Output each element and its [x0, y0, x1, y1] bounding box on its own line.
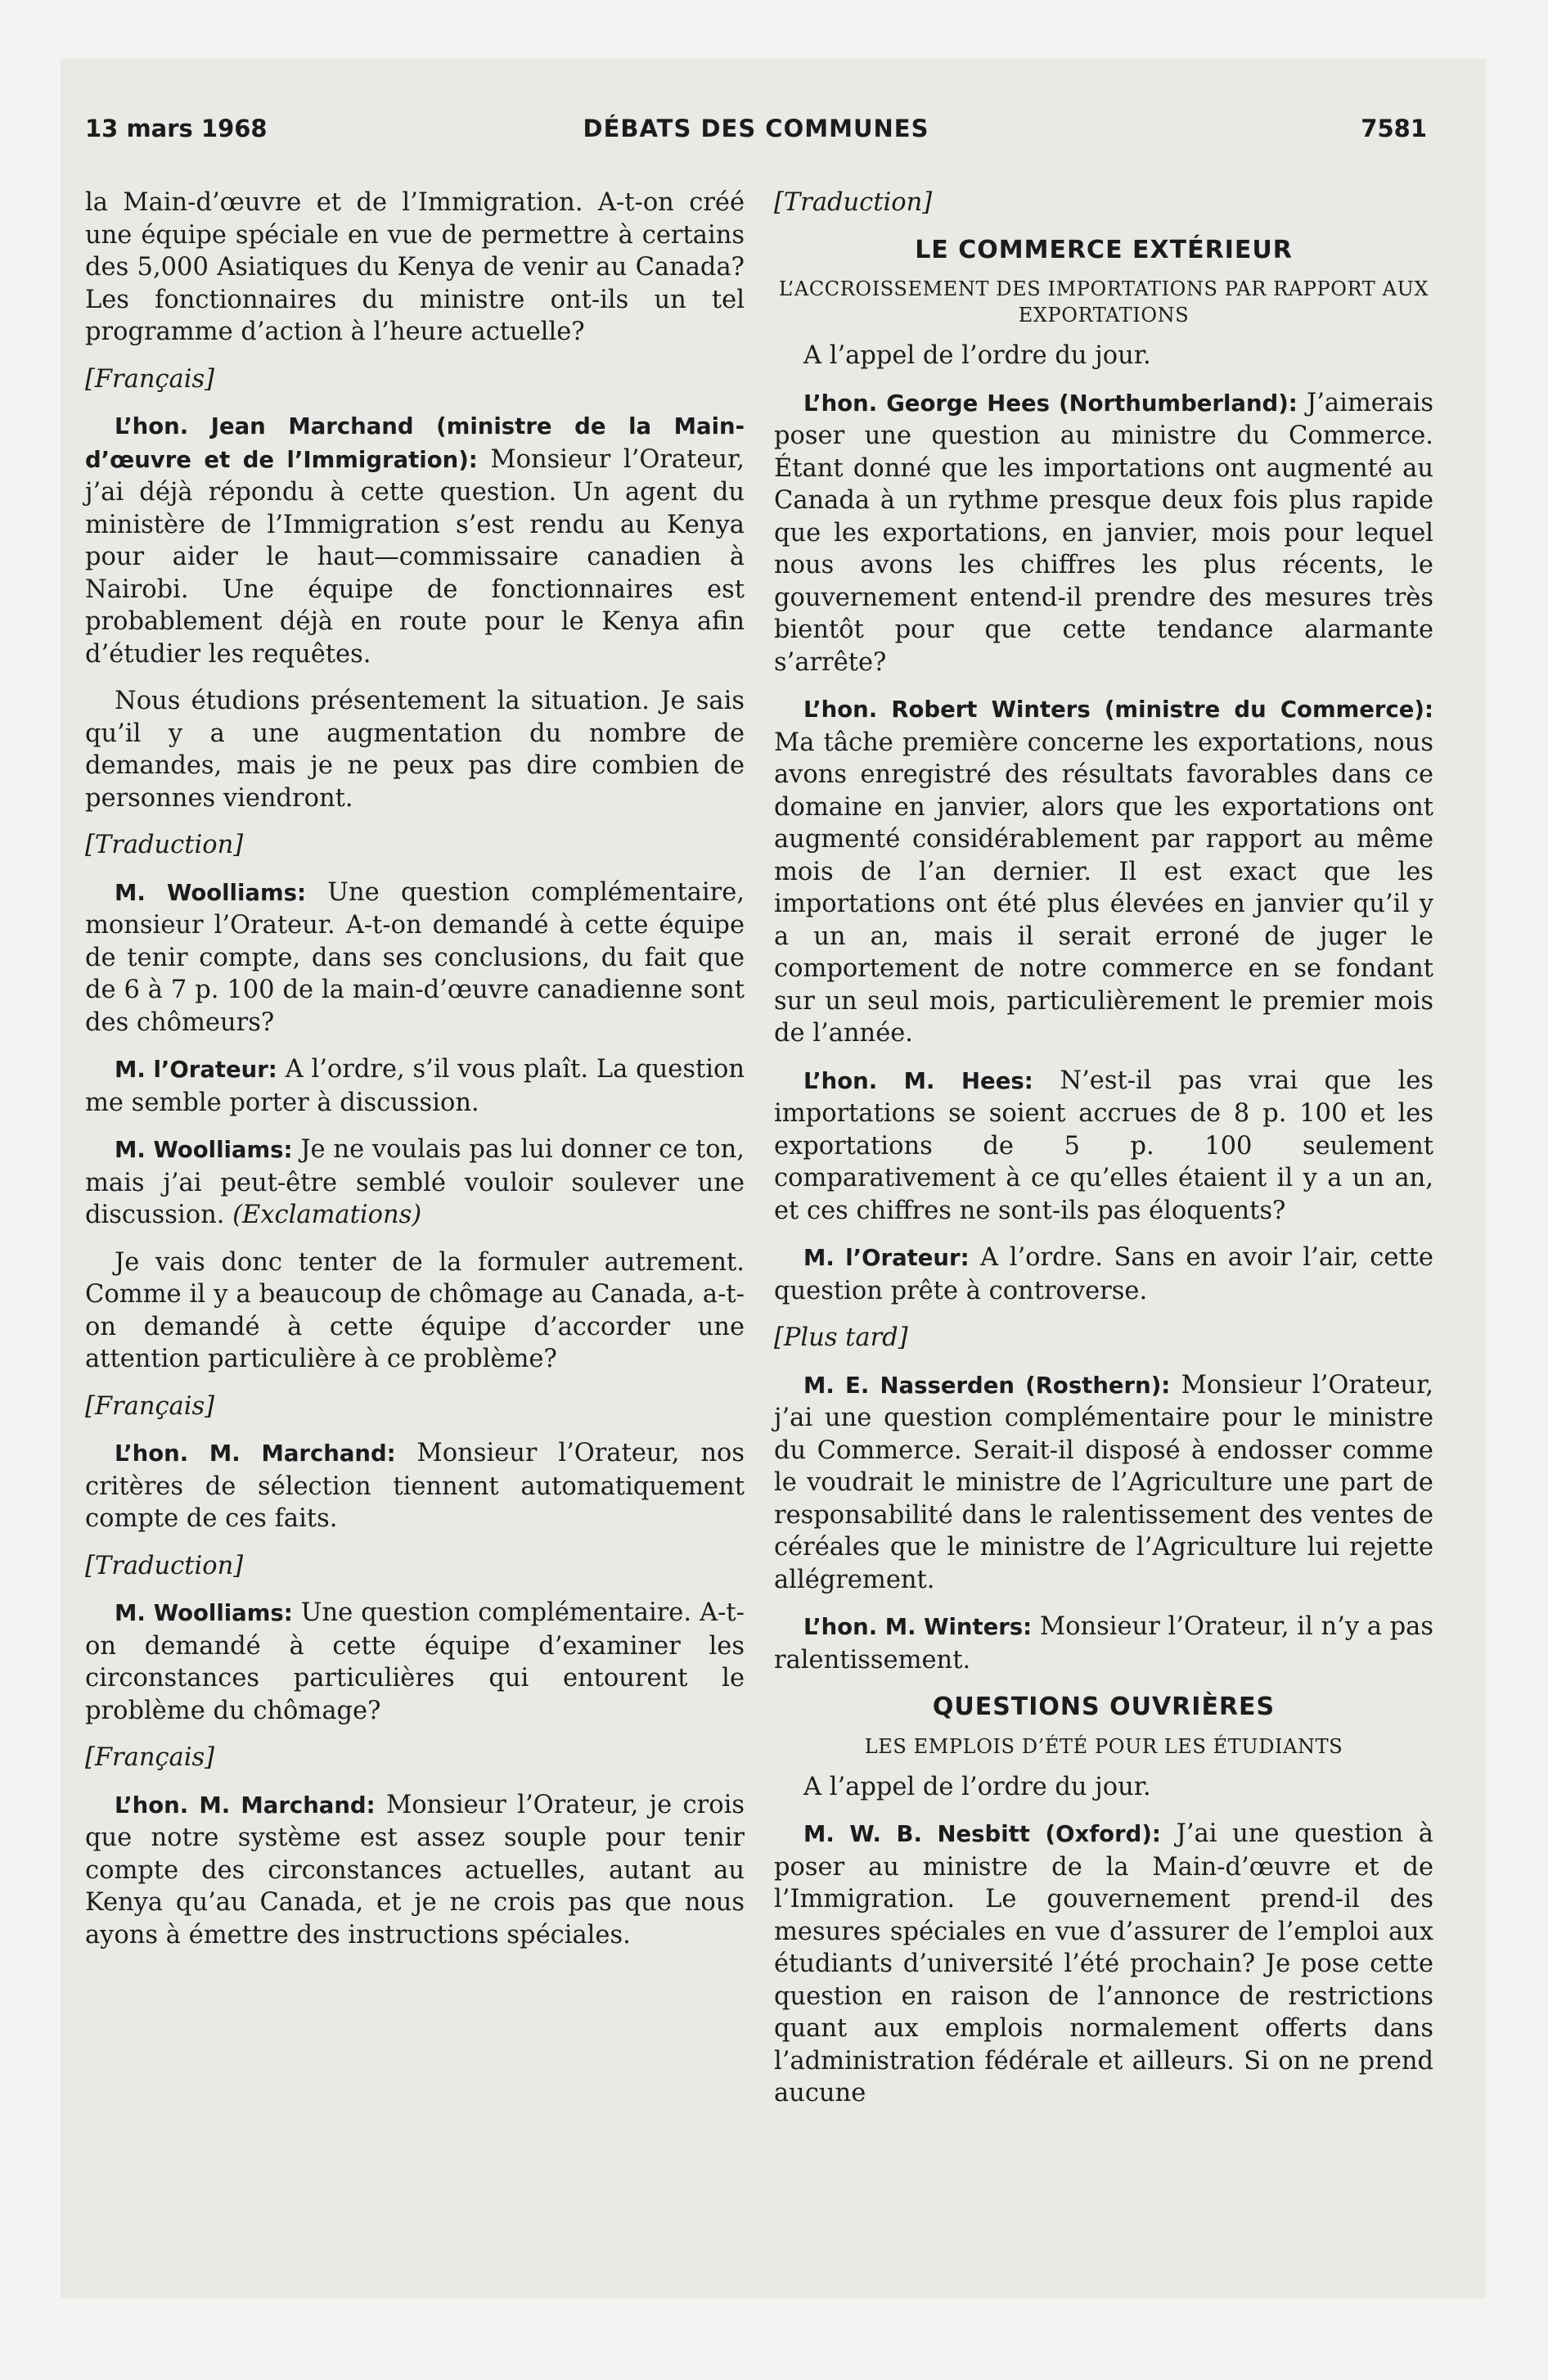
speaker-name: M. Woolliams:: [115, 1137, 293, 1163]
section-heading: LE COMMERCE EXTÉRIEUR: [915, 235, 1293, 264]
right-column: [774, 187, 1433, 2125]
paragraph: [774, 693, 1433, 1050]
paragraph: [774, 1611, 1433, 1676]
paragraph: [85, 1597, 745, 1727]
paragraph: [85, 1134, 745, 1232]
speaker-name: L’hon. M. Marchand:: [115, 1792, 376, 1819]
paragraph: [85, 1789, 745, 1952]
language-tag: [Français]: [85, 1391, 215, 1421]
section-subheading: LES EMPLOIS D’ÉTÉ POUR LES ÉTUDIANTS: [864, 1734, 1343, 1758]
header-title: DÉBATS DES COMMUNES: [583, 115, 929, 142]
speech-text: Une question complémentaire, monsieur l’Orateur. A-t-on demandé à cette équipe de tenir compte, dans ses conclusions, du fait que de 6 à 7 p. 100 de la main-d’œuvre canadienne sont des chômeurs?: [85, 877, 745, 1037]
speaker-name: L’hon. M. Marchand:: [115, 1440, 396, 1467]
speaker-name: L’hon. Robert Winters (ministre du Commerce):: [803, 696, 1433, 723]
language-tag: [Traduction]: [85, 831, 244, 859]
paragraph: la Main-d’œuvre et de l’Immigration. A-t-on créé une équipe spéciale en vue de permettre à certains des 5,000 Asiatiques du Kenya de venir au Canada? Les fonctionnaires du ministre ont-ils un tel programme d’action à l’heure actuelle?: [85, 188, 745, 346]
paragraph: [85, 1437, 745, 1535]
language-tag: [Traduction]: [85, 1551, 244, 1580]
speech-text: Ma tâche première concerne les exportations, nous avons enregistré des résultats favorables dans ce domaine en janvier, alors que les exportations ont augmenté considérablement par rapport au même mois de l’an dernier. Il est exact que les importations ont été plus élevées en janvier qu’il y a un an, mais il serait erroné de juger le comportement de notre commerce en se fondant sur un seul mois, particulièrement le premier mois de l’année.: [774, 728, 1433, 1048]
speaker-name: L’hon. George Hees (Northumberland):: [803, 390, 1298, 417]
speech-text: A l’ordre. Sans en avoir l’air, cette question prête à controverse.: [774, 1243, 1433, 1305]
paragraph: [85, 410, 745, 670]
speech-text: Monsieur l’Orateur, j’ai une question complémentaire pour le ministre du Commerce. Serait-il disposé à endosser comme le voudrait le ministre de l’Agriculture une part de responsabilité dans le ralentissement des ventes de céréales que le ministre de l’Agriculture lui rejette allégrement.: [774, 1370, 1433, 1594]
section-heading: QUESTIONS OUVRIÈRES: [932, 1693, 1276, 1721]
language-tag: [Traduction]: [774, 188, 933, 217]
page-header: [85, 115, 1427, 156]
paragraph: [85, 877, 745, 1039]
speech-text: Je ne voulais pas lui donner ce ton, mais j’ai peut-être semblé vouloir soulever une discussion.: [85, 1135, 745, 1229]
speech-text: Monsieur l’Orateur, il n’y a pas ralentissement.: [774, 1612, 1433, 1675]
speaker-name: L’hon. M. Hees:: [803, 1067, 1033, 1094]
speech-text: Monsieur l’Orateur, nos critères de sélection tiennent automatiquement compte de ces faits.: [85, 1439, 745, 1533]
paragraph: [85, 1053, 745, 1119]
exclamations-note: (Exclamations): [232, 1201, 422, 1229]
speaker-name: L’hon. M. Winters:: [803, 1614, 1033, 1640]
paragraph: [774, 1242, 1433, 1307]
speech-text: Une question complémentaire. A-t-on demandé à cette équipe d’examiner les circonstances particulières qui entourent le problème du chômage?: [85, 1598, 745, 1725]
speech-text: J’aimerais poser une question au ministre du Commerce. Étant donné que les importations ont augmenté au Canada à un rythme presque deux fois plus rapide que les exportations, en janvier, mois pour lequel nous avons les chiffres les plus récents, le gouvernement entend-il prendre des mesures très bientôt pour que cette tendance alarmante s’arrête?: [774, 388, 1433, 677]
speech-text: N’est-il pas vrai que les importations se soient accrues de 8 p. 100 et les exportations de 5 p. 100 seulement comparativement à ce qu’elles étaient il y a un an, et ces chiffres ne sont-ils pas éloquents?: [774, 1066, 1433, 1225]
left-column: [85, 187, 745, 1966]
language-tag: [Français]: [85, 364, 215, 394]
speaker-name: M. Woolliams:: [115, 1600, 293, 1626]
paragraph: Nous étudions présentement la situation. Je sais qu’il y a une augmentation du nombre de demandes, mais je ne peux pas dire combien de personnes viendront.: [85, 687, 745, 813]
speaker-name: M. Woolliams:: [115, 879, 306, 906]
order-of-day-call: A l’appel de l’ordre du jour.: [803, 1772, 1151, 1801]
language-tag: [Plus tard]: [774, 1323, 908, 1352]
speaker-name: M. l’Orateur:: [803, 1245, 970, 1271]
speaker-name: M. W. B. Nesbitt (Oxford):: [803, 1821, 1161, 1847]
speaker-name: M. E. Nasserden (Rosthern):: [803, 1372, 1171, 1399]
paragraph: [774, 387, 1433, 679]
speech-text: A l’ordre, s’il vous plaît. La question me semble porter à discussion.: [85, 1055, 745, 1117]
speech-text: Monsieur l’Orateur, je crois que notre système est assez souple pour tenir compte des circonstances actuelles, autant au Kenya qu’au Canada, et je ne crois pas que nous ayons à émettre des instructions spéciales.: [85, 1790, 745, 1950]
speech-text: J’ai une question à poser au ministre de la Main-d’œuvre et de l’Immigration. Le gouvernement prend-il des mesures spéciales en vue d’assurer de l’emploi aux étudiants d’université l’été prochain? Je pose cette question en raison de l’annonce de restrictions quant aux emplois normalement offerts dans l’administration fédérale et ailleurs. Si on ne prend aucune: [774, 1819, 1433, 2107]
section-subheading: L’ACCROISSEMENT DES IMPORTATIONS PAR RAPPORT AUX EXPORTATIONS: [778, 277, 1429, 327]
paragraph: [774, 1818, 1433, 2110]
speaker-name: M. l’Orateur:: [115, 1057, 277, 1083]
header-page-number: 7581: [1361, 115, 1427, 142]
paragraph: [774, 1369, 1433, 1597]
speaker-name: L’hon. Jean Marchand (ministre de la Main-d’œuvre et de l’Immigration):: [85, 413, 745, 473]
speech-text: Monsieur l’Orateur, j’ai déjà répondu à cette question. Un agent du ministère de l’Immigration s’est rendu au Kenya pour aider le haut—commissaire canadien à Nairobi. Une équipe de fonctionnaires est probablement déjà en route pour le Kenya afin d’étudier les requêtes.: [85, 444, 745, 669]
paragraph: [774, 1065, 1433, 1228]
paragraph: Je vais donc tenter de la formuler autrement. Comme il y a beaucoup de chômage au Canada, a-t-on demandé à cette équipe d’accorder une attention particulière à ce problème?: [85, 1247, 745, 1373]
language-tag: [Français]: [85, 1743, 215, 1772]
order-of-day-call: A l’appel de l’ordre du jour.: [803, 341, 1151, 370]
header-date: 13 mars 1968: [85, 115, 268, 142]
